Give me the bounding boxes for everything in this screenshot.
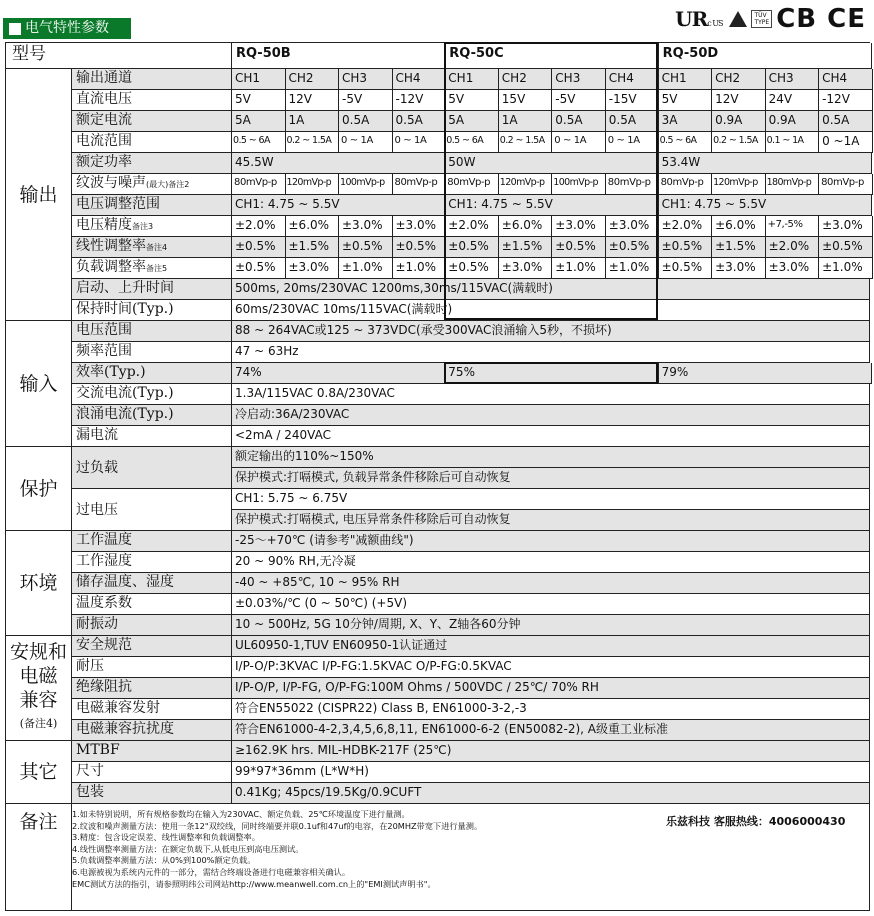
row-label (72, 447, 232, 489)
value-cell: 0.2 ~ 1.5A (286, 132, 340, 153)
value-cell: 0.5A (606, 111, 660, 132)
row-label-text: 安全规范 (76, 637, 132, 653)
row-label-text: 漏电流 (76, 427, 118, 443)
row-label (72, 762, 232, 783)
value-cell: 0.5A (819, 111, 873, 132)
value-cell: ±6.0% (712, 216, 766, 237)
row-label (72, 321, 232, 342)
section-title-badge (3, 18, 131, 39)
value-cell: 120mVp-p (712, 174, 766, 195)
value-cell: 3A (659, 111, 713, 132)
value-cell: CH1 (445, 69, 499, 90)
value-cell: 120mVp-p (286, 174, 340, 195)
value-cell: 5A (445, 111, 499, 132)
category-line: 兼容 (19, 689, 58, 711)
value-cell: ±2.0% (232, 216, 286, 237)
value-cell: ±1.5% (712, 237, 766, 258)
row-label (72, 615, 232, 636)
value-cell: ±3.0% (552, 216, 606, 237)
model-name-2: RQ-50C (445, 43, 658, 69)
category-environment: 环境 (6, 531, 72, 636)
value-cell: 100mVp-p (552, 174, 606, 195)
value-cell: ±2.0% (766, 237, 820, 258)
value-cell: 74% (232, 363, 445, 384)
value-cell: ±1.5% (499, 237, 553, 258)
row-label (72, 90, 232, 111)
row-label (72, 405, 232, 426)
row-label-text: 电压调整范围 (76, 196, 160, 212)
row-label-text: 耐振动 (76, 616, 118, 632)
value-cell: ±0.5% (552, 237, 606, 258)
note-line: 5.负载调整率测量方法：从0%到100%额定负载。 (72, 855, 256, 866)
value-cell: -25～+70℃ (请参考"减额曲线") (232, 531, 870, 552)
value-cell: CH4 (819, 69, 873, 90)
value-cell: UL60950-1,TUV EN60950-1认证通过 (232, 636, 870, 657)
note-line: 3.精度：包含设定误差、线性调整率和负载调整率。 (72, 832, 260, 843)
value-cell: ±6.0% (286, 216, 340, 237)
value-cell: ±3.0% (339, 216, 393, 237)
row-label (72, 258, 232, 279)
value-cell: ±1.5% (286, 237, 340, 258)
value-cell: 79% (659, 363, 872, 384)
value-cell: 500ms, 20ms/230VAC 1200ms,30ms/115VAC(满载时) (232, 279, 870, 300)
row-label-text: 电压范围 (76, 322, 132, 338)
value-cell: ±0.5% (232, 258, 286, 279)
value-cell: ±0.03%/℃ (0 ~ 50℃) (+5V) (232, 594, 870, 615)
value-cell: CH1: 5.75 ~ 6.75V (232, 489, 870, 510)
value-cell: 5V (232, 90, 286, 111)
value-cell: +7,-5% (766, 216, 820, 237)
row-label (72, 153, 232, 174)
row-label (72, 69, 232, 90)
value-cell: 0.5 ~ 6A (232, 132, 286, 153)
row-label (72, 237, 232, 258)
value-cell: 0.5 ~ 6A (445, 132, 499, 153)
value-cell: 5V (659, 90, 713, 111)
notes-text (72, 809, 692, 890)
value-cell: 冷启动:36A/230VAC (232, 405, 870, 426)
category-notes: 备注 (6, 804, 72, 911)
row-note: (最大)备注2 (146, 180, 190, 189)
value-cell: 45.5W (232, 153, 445, 174)
value-cell: 47 ~ 63Hz (232, 342, 870, 363)
row-note: 备注4 (146, 243, 168, 252)
value-cell: 88 ~ 264VAC或125 ~ 373VDC(承受300VAC浪涌输入5秒，不损坏) (232, 321, 870, 342)
row-label-text: 电磁兼容发射 (76, 700, 160, 716)
value-cell: CH2 (499, 69, 553, 90)
checkbox-square-icon (9, 23, 21, 35)
row-note: 备注5 (146, 264, 168, 273)
value-cell: 0.5 ~ 6A (659, 132, 713, 153)
spec-table (5, 42, 870, 911)
value-cell: -12V (393, 90, 447, 111)
row-label (72, 657, 232, 678)
row-label-text: 温度系数 (76, 595, 132, 611)
row-label (72, 363, 232, 384)
value-cell: ±3.0% (766, 258, 820, 279)
row-label (72, 195, 232, 216)
value-cell: 1A (499, 111, 553, 132)
value-cell: ±1.0% (552, 258, 606, 279)
value-cell: 50W (445, 153, 658, 174)
value-cell: 180mVp-p (766, 174, 820, 195)
value-cell: 24V (766, 90, 820, 111)
value-cell: 100mVp-p (339, 174, 393, 195)
value-cell: 80mVp-p (393, 174, 447, 195)
value-cell: 保护模式:打嗝模式, 负载异常条件移除后可自动恢复 (232, 468, 870, 489)
row-label-text: MTBF (76, 742, 120, 758)
value-cell: CH2 (712, 69, 766, 90)
value-cell: 额定输出的110%~150% (232, 447, 870, 468)
value-cell: ±3.0% (606, 216, 660, 237)
row-label-text: 过电压 (76, 501, 118, 518)
value-cell: 0 ~ 1A (393, 132, 447, 153)
value-cell: ±0.5% (819, 237, 873, 258)
row-label-text: 效率(Typ.) (76, 364, 146, 380)
value-cell: 5A (232, 111, 286, 132)
row-label-text: 过负载 (76, 459, 118, 476)
row-label-text: 线性调整率 (76, 238, 146, 254)
note-line: EMC测试方法的指引，请参照明纬公司网站http://www.meanwell.com.cn上的"EMI测试声明书"。 (72, 878, 436, 889)
value-cell: <2mA / 240VAC (232, 426, 870, 447)
value-cell: ±6.0% (499, 216, 553, 237)
value-cell: 60ms/230VAC 10ms/115VAC(满载时) (232, 300, 870, 321)
section-title: 电气特性参数 (25, 20, 109, 36)
value-cell: CH4 (606, 69, 660, 90)
value-cell: 0 ~ 1A (606, 132, 660, 153)
row-label (72, 699, 232, 720)
value-cell: 0.9A (712, 111, 766, 132)
model-name-1: RQ-50B (232, 43, 445, 69)
value-cell: 12V (712, 90, 766, 111)
value-cell: ±1.0% (819, 258, 873, 279)
value-cell: 1.3A/115VAC 0.8A/230VAC (232, 384, 870, 405)
value-cell: 符合EN55022 (CISPR22) Class B, EN61000-3-2,-3 (232, 699, 870, 720)
value-cell: ±0.5% (232, 237, 286, 258)
row-label-text: 保持时间(Typ.) (76, 301, 174, 317)
row-label (72, 720, 232, 741)
value-cell: 20 ~ 90% RH,无冷凝 (232, 552, 870, 573)
service-hotline: 乐兹科技 客服热线：4006000430 (666, 815, 846, 828)
value-cell: 53.4W (659, 153, 872, 174)
value-cell: I/P-O/P:3KVAC I/P-FG:1.5KVAC O/P-FG:0.5KVAC (232, 657, 870, 678)
value-cell: 80mVp-p (659, 174, 713, 195)
row-label-text: 包装 (76, 784, 104, 800)
row-label (72, 678, 232, 699)
note-line: 1.如未特别说明，所有规格参数均在输入为230VAC、额定负载、25℃环境温度下进行量测。 (72, 809, 410, 819)
row-label (72, 531, 232, 552)
category-protection: 保护 (6, 447, 72, 531)
row-label-text: 工作温度 (76, 532, 132, 548)
value-cell: CH1: 4.75 ~ 5.5V (232, 195, 445, 216)
category-output: 输出 (6, 69, 72, 321)
value-cell: 80mVp-p (819, 174, 873, 195)
row-label-text: 交流电流(Typ.) (76, 385, 174, 401)
value-cell: 0.41Kg; 45pcs/19.5Kg/0.9CUFT (232, 783, 870, 804)
row-label (72, 741, 232, 762)
category-line: 安规和 (9, 641, 67, 663)
row-label-text: 启动、上升时间 (76, 280, 174, 296)
row-label (72, 636, 232, 657)
value-cell: 0.1 ~ 1A (766, 132, 820, 153)
row-label-text: 储存温度、湿度 (76, 574, 174, 590)
cb-ce-logo: CB CE (776, 4, 866, 34)
category-other: 其它 (6, 741, 72, 804)
row-label-text: 额定电流 (76, 112, 132, 128)
row-label (72, 384, 232, 405)
row-label (72, 594, 232, 615)
value-cell: ±0.5% (659, 258, 713, 279)
row-label (72, 489, 232, 531)
value-cell: CH1 (232, 69, 286, 90)
row-note: 备注3 (132, 222, 154, 231)
value-cell: ±0.5% (445, 258, 499, 279)
value-cell: -40 ~ +85℃, 10 ~ 95% RH (232, 573, 870, 594)
row-label (72, 111, 232, 132)
value-cell: 0 ~ 1A (552, 132, 606, 153)
value-cell: ±3.0% (499, 258, 553, 279)
value-cell: CH4 (393, 69, 447, 90)
value-cell: ±0.5% (659, 237, 713, 258)
value-cell: CH1: 4.75 ~ 5.5V (445, 195, 658, 216)
value-cell: 15V (499, 90, 553, 111)
value-cell: 80mVp-p (606, 174, 660, 195)
row-label (72, 216, 232, 237)
value-cell: 0.5A (339, 111, 393, 132)
row-label-text: 工作湿度 (76, 553, 132, 569)
value-cell: 80mVp-p (232, 174, 286, 195)
row-label-text: 频率范围 (76, 343, 132, 359)
category-input: 输入 (6, 321, 72, 447)
row-label (72, 174, 232, 195)
note-line: 4.线性调整率测量方法：在额定负载下,从低电压到高电压测试。 (72, 843, 304, 854)
value-cell: ±3.0% (819, 216, 873, 237)
note-line: 2.纹波和噪声测量方法：使用一条12"双绞线，同时终端要并联0.1uf和47uf的电容，在20MHZ带宽下进行量测。 (72, 820, 483, 831)
row-label-text: 纹波与噪声 (76, 175, 146, 191)
value-cell: I/P-O/P, I/P-FG, O/P-FG:100M Ohms / 500VDC / 25℃/ 70% RH (232, 678, 870, 699)
row-label (72, 783, 232, 804)
row-label (72, 300, 232, 321)
value-cell: ±3.0% (286, 258, 340, 279)
value-cell: 符合EN61000-4-2,3,4,5,6,8,11, EN61000-6-2 (EN50082-2), A级重工业标准 (232, 720, 870, 741)
value-cell: ±3.0% (712, 258, 766, 279)
value-cell: ±1.0% (606, 258, 660, 279)
value-cell: ±1.0% (393, 258, 447, 279)
row-label-text: 电磁兼容抗扰度 (76, 721, 174, 737)
tuv-logo: TÜV TYPE (751, 10, 772, 28)
value-cell: 0.2 ~ 1.5A (499, 132, 553, 153)
row-label-text: 浪涌电流(Typ.) (76, 406, 174, 422)
value-cell: -15V (606, 90, 660, 111)
row-label (72, 342, 232, 363)
model-header-label: 型号 (6, 43, 232, 69)
row-label-text: 耐压 (76, 658, 104, 674)
row-label-text: 输出通道 (76, 70, 132, 86)
value-cell: CH2 (286, 69, 340, 90)
value-cell: 0.2 ~ 1.5A (712, 132, 766, 153)
value-cell: -12V (819, 90, 873, 111)
value-cell: ≥162.9K hrs. MIL-HDBK-217F (25℃) (232, 741, 870, 762)
value-cell: 75% (445, 363, 658, 384)
value-cell: 0.5A (393, 111, 447, 132)
value-cell: 10 ~ 500Hz, 5G 10分钟/周期, X、Y、Z轴各60分钟 (232, 615, 870, 636)
value-cell: ±1.0% (339, 258, 393, 279)
row-label-text: 尺寸 (76, 763, 104, 779)
note-line: 6.电源被视为系统内元件的一部分，需结合终端设备进行电磁兼容相关确认。 (72, 866, 351, 877)
value-cell: 保护模式:打嗝模式, 电压异常条件移除后可自动恢复 (232, 510, 870, 531)
model-name-3: RQ-50D (659, 43, 872, 69)
value-cell: 80mVp-p (445, 174, 499, 195)
value-cell: 120mVp-p (499, 174, 553, 195)
warning-triangle-icon (729, 11, 747, 27)
value-cell: -5V (552, 90, 606, 111)
value-cell: ±2.0% (659, 216, 713, 237)
value-cell: 1A (286, 111, 340, 132)
row-label-text: 电流范围 (76, 133, 132, 149)
category-line: (备注4) (19, 717, 58, 730)
row-label-text: 负载调整率 (76, 259, 146, 275)
value-cell: ±0.5% (606, 237, 660, 258)
category-safety (6, 636, 72, 741)
row-label (72, 426, 232, 447)
value-cell: ±0.5% (393, 237, 447, 258)
row-label (72, 279, 232, 300)
value-cell: ±3.0% (393, 216, 447, 237)
category-line: 电磁 (19, 665, 58, 687)
value-cell: 99*97*36mm (L*W*H) (232, 762, 870, 783)
value-cell: 0 ~1A (819, 132, 873, 153)
value-cell: ±0.5% (445, 237, 499, 258)
row-label (72, 573, 232, 594)
value-cell: CH1: 4.75 ~ 5.5V (659, 195, 872, 216)
row-label-text: 直流电压 (76, 91, 132, 107)
row-label-text: 额定功率 (76, 154, 132, 170)
value-cell: CH1 (659, 69, 713, 90)
certification-logos (675, 4, 866, 34)
row-label-text: 绝缘阻抗 (76, 679, 132, 695)
value-cell: -5V (339, 90, 393, 111)
value-cell: 0.5A (552, 111, 606, 132)
value-cell: 0.9A (766, 111, 820, 132)
value-cell: 12V (286, 90, 340, 111)
value-cell: 5V (445, 90, 499, 111)
value-cell: ±2.0% (445, 216, 499, 237)
value-cell: CH3 (766, 69, 820, 90)
value-cell: ±0.5% (339, 237, 393, 258)
value-cell: CH3 (552, 69, 606, 90)
row-label-text: 电压精度 (76, 217, 132, 233)
value-cell: 0 ~ 1A (339, 132, 393, 153)
ul-logo: URc US (675, 7, 723, 31)
value-cell: CH3 (339, 69, 393, 90)
row-label (72, 132, 232, 153)
row-label (72, 552, 232, 573)
